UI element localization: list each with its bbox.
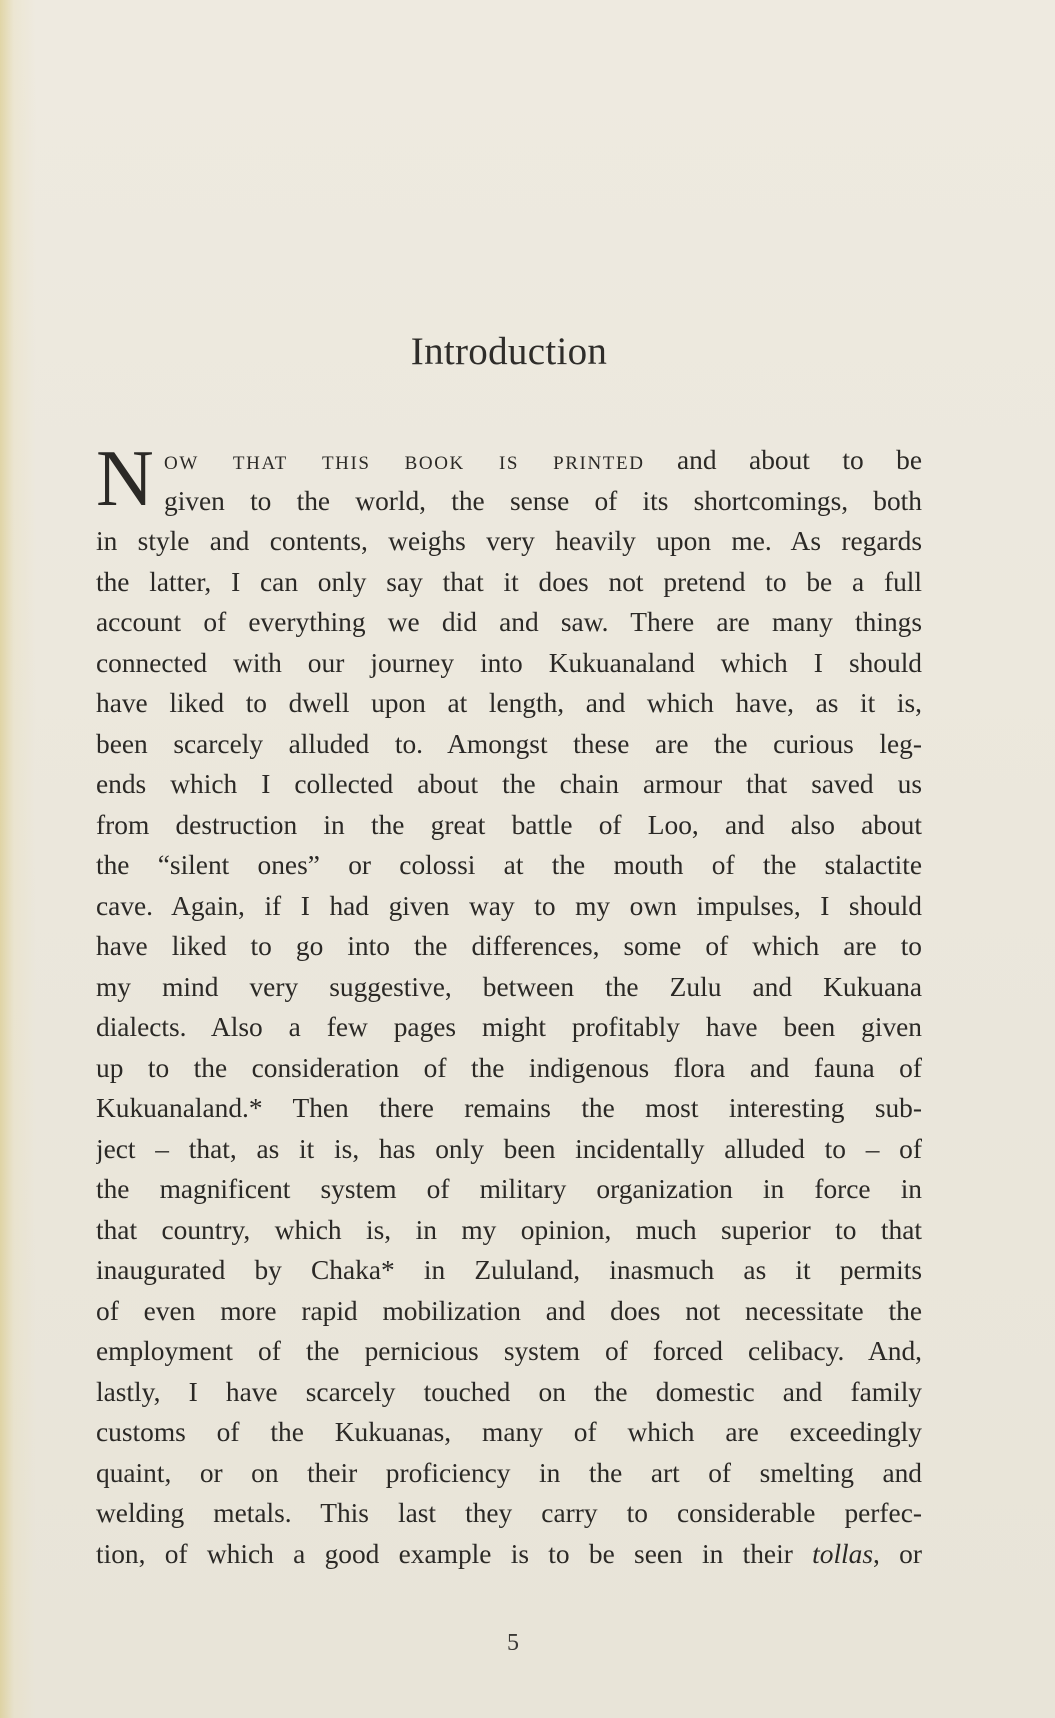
text-line: dialects. Also a few pages might profitably have been given [96, 1012, 922, 1042]
text-line: given to the world, the sense of its shortcomings, both [164, 485, 922, 516]
text-line: up to the consideration of the indigenous flora and fauna of [96, 1052, 922, 1083]
text-line: inaugurated by Chaka* in Zululand, inasmuch as it permits [96, 1255, 922, 1285]
text-line: have liked to dwell upon at length, and which have, as it is, [96, 688, 922, 718]
text-line: quaint, or on their proficiency in the art of smelting and [96, 1457, 922, 1488]
chapter-title: Introduction [410, 330, 608, 373]
text-line: employment of the pernicious system of forced celibacy. And, [96, 1336, 922, 1366]
text-line: ject – that, as it is, has only been incidentally alluded to – of [96, 1133, 922, 1164]
text-line: of even more rapid mobilization and does not necessitate the [96, 1295, 922, 1326]
text-line: connected with our journey into Kukuanaland which I should [96, 647, 922, 678]
text-line: ends which I collected about the chain armour that saved us [96, 769, 922, 799]
text-line: cave. Again, if I had given way to my own impulses, I should [96, 890, 922, 921]
text-line: my mind very suggestive, between the Zulu and Kukuana [96, 971, 922, 1002]
text-line: been scarcely alluded to. Amongst these are the curious leg- [96, 728, 922, 759]
drop-cap: N [96, 435, 154, 523]
text-line: the magnificent system of military organization in force in [96, 1174, 922, 1204]
text-line: lastly, I have scarcely touched on the domestic and family [96, 1376, 922, 1407]
text-line: account of everything we did and saw. There are many things [96, 607, 922, 637]
text-line: the latter, I can only say that it does not pretend to be a full [96, 566, 922, 597]
text-line-last: tion, of which a good example is to be seen in their tollas, or [96, 1538, 922, 1569]
page-number: 5 [507, 1630, 519, 1656]
text-line: welding metals. This last they carry to considerable perfec- [96, 1498, 922, 1528]
text-line: that country, which is, in my opinion, much superior to that [96, 1214, 922, 1245]
text-line: customs of the Kukuanas, many of which are exceedingly [96, 1417, 922, 1447]
body-text [96, 435, 922, 1574]
text-line: have liked to go into the differences, some of which are to [96, 931, 922, 961]
text-line: from destruction in the great battle of Loo, and also about [96, 809, 922, 840]
text-line: in style and contents, weighs very heavily upon me. As regards [96, 526, 922, 556]
text-line: Kukuanaland.* Then there remains the most interesting sub- [96, 1093, 922, 1123]
italic-word: tollas [812, 1538, 874, 1569]
text-line: the “silent ones” or colossi at the mouth of the stalactite [96, 850, 922, 880]
opening-small-caps: ow that this book is printed [164, 445, 645, 475]
text-line: ow that this book is printed and about to be [164, 445, 922, 475]
